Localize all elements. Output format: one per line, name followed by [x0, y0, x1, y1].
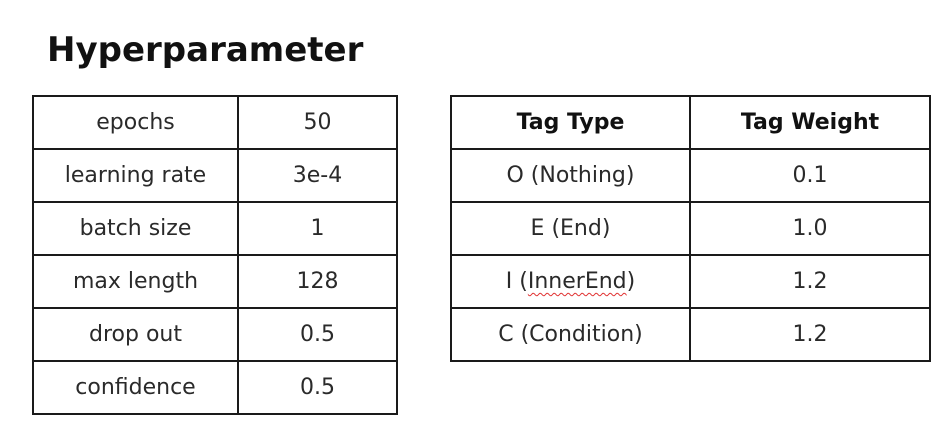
tag-weight-table — [450, 95, 931, 362]
table-row — [451, 308, 930, 361]
table-row — [33, 308, 397, 361]
tag-type-suffix: ) — [634, 322, 643, 347]
param-name: learning rate — [33, 149, 238, 202]
tag-weight-header: Tag Weight — [690, 96, 930, 149]
tag-type-word-spellcheck: InnerEnd — [527, 269, 627, 294]
tag-weight: 1.0 — [690, 202, 930, 255]
param-value: 3e-4 — [238, 149, 397, 202]
param-name: confidence — [33, 361, 238, 414]
table-row — [451, 202, 930, 255]
table-row — [451, 255, 930, 308]
param-value: 0.5 — [238, 361, 397, 414]
table-row — [33, 149, 397, 202]
param-name: epochs — [33, 96, 238, 149]
tag-type-prefix: O ( — [506, 163, 540, 188]
page-title: Hyperparameter — [47, 30, 364, 70]
param-name: batch size — [33, 202, 238, 255]
tag-weight: 1.2 — [690, 255, 930, 308]
table-row — [33, 255, 397, 308]
tag-type-header: Tag Type — [451, 96, 690, 149]
param-value: 128 — [238, 255, 397, 308]
param-name: drop out — [33, 308, 238, 361]
tag-weight: 0.1 — [690, 149, 930, 202]
tag-type — [451, 308, 690, 361]
tag-type-suffix: ) — [601, 216, 611, 241]
tag-type-suffix: ) — [626, 269, 636, 294]
table-header-row — [451, 96, 930, 149]
table-row — [33, 96, 397, 149]
tag-type-prefix: C ( — [498, 322, 530, 347]
tag-type-word: Nothing — [539, 163, 626, 188]
tag-type — [451, 202, 690, 255]
hyperparameter-table — [32, 95, 398, 415]
tag-type-word: Condition — [529, 322, 635, 347]
tag-weight: 1.2 — [690, 308, 930, 361]
tag-type-prefix: I ( — [505, 269, 528, 294]
param-value: 1 — [238, 202, 397, 255]
table-row — [33, 202, 397, 255]
table-row — [451, 149, 930, 202]
param-value: 0.5 — [238, 308, 397, 361]
tag-type-prefix: E ( — [530, 216, 561, 241]
tag-type — [451, 255, 690, 308]
table-row — [33, 361, 397, 414]
param-name: max length — [33, 255, 238, 308]
tag-type-suffix: ) — [625, 163, 635, 188]
tag-type-word: End — [560, 216, 602, 241]
tag-type — [451, 149, 690, 202]
param-value: 50 — [238, 96, 397, 149]
